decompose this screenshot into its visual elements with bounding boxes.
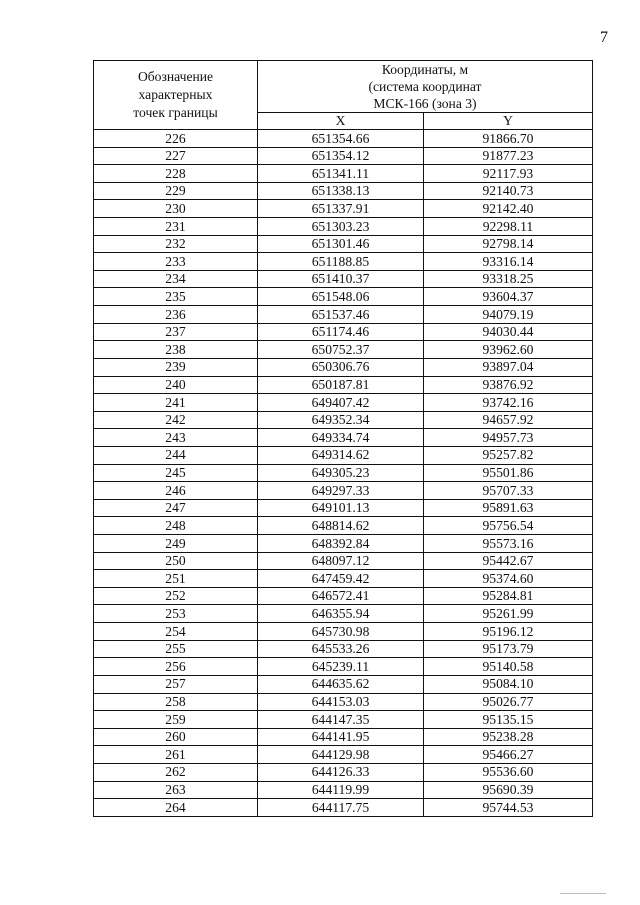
- point-label-line-3: точек границы: [133, 105, 218, 120]
- table-row: [94, 693, 593, 711]
- x-coordinate-cell: 649305.23: [258, 464, 424, 482]
- y-coordinate-cell: 95284.81: [424, 587, 593, 605]
- table-row: [94, 235, 593, 253]
- table-row: [94, 218, 593, 236]
- table-row: [94, 341, 593, 359]
- x-coordinate-cell: 650187.81: [258, 376, 424, 394]
- y-coordinate-cell: 95173.79: [424, 640, 593, 658]
- x-coordinate-cell: 644117.75: [258, 799, 424, 817]
- x-coordinate-cell: 646572.41: [258, 587, 424, 605]
- table-body: [94, 130, 593, 817]
- y-coordinate-cell: 91877.23: [424, 147, 593, 165]
- point-id-cell: 251: [94, 570, 258, 588]
- y-coordinate-cell: 92117.93: [424, 165, 593, 183]
- table-row: [94, 253, 593, 271]
- table-row: [94, 182, 593, 200]
- table-row: [94, 746, 593, 764]
- y-coordinate-cell: 94079.19: [424, 306, 593, 324]
- table-row: [94, 376, 593, 394]
- y-coordinate-cell: 93604.37: [424, 288, 593, 306]
- y-coordinate-cell: 95466.27: [424, 746, 593, 764]
- y-coordinate-cell: 93318.25: [424, 270, 593, 288]
- x-coordinate-cell: 651341.11: [258, 165, 424, 183]
- x-coordinate-cell: 649407.42: [258, 394, 424, 412]
- y-coordinate-cell: 94657.92: [424, 411, 593, 429]
- point-id-cell: 262: [94, 763, 258, 781]
- point-id-cell: 239: [94, 358, 258, 376]
- point-id-cell: 253: [94, 605, 258, 623]
- point-label-line-2: характерных: [138, 87, 213, 102]
- x-coordinate-cell: 651354.66: [258, 130, 424, 148]
- x-coordinate-cell: 648392.84: [258, 535, 424, 553]
- point-id-cell: 247: [94, 499, 258, 517]
- point-id-cell: 250: [94, 552, 258, 570]
- table-row: [94, 658, 593, 676]
- point-id-cell: 232: [94, 235, 258, 253]
- y-coordinate-cell: 92140.73: [424, 182, 593, 200]
- table-row: [94, 446, 593, 464]
- table-row: [94, 288, 593, 306]
- point-designation-header: [94, 61, 258, 130]
- y-coordinate-cell: 95573.16: [424, 535, 593, 553]
- point-id-cell: 252: [94, 587, 258, 605]
- point-id-cell: 263: [94, 781, 258, 799]
- coords-label-line-1: Координаты, м: [381, 62, 469, 77]
- point-id-cell: 249: [94, 535, 258, 553]
- point-id-cell: 238: [94, 341, 258, 359]
- table-row: [94, 323, 593, 341]
- table-row: [94, 165, 593, 183]
- x-coordinate-cell: 651303.23: [258, 218, 424, 236]
- y-coordinate-cell: 95257.82: [424, 446, 593, 464]
- y-coordinate-cell: 95135.15: [424, 711, 593, 729]
- point-id-cell: 236: [94, 306, 258, 324]
- y-coordinate-cell: 93316.14: [424, 253, 593, 271]
- y-coordinate-cell: 93962.60: [424, 341, 593, 359]
- x-coordinate-cell: 651537.46: [258, 306, 424, 324]
- x-coordinate-cell: 644635.62: [258, 675, 424, 693]
- point-id-cell: 229: [94, 182, 258, 200]
- x-coordinate-cell: 651301.46: [258, 235, 424, 253]
- y-coordinate-cell: 95261.99: [424, 605, 593, 623]
- y-coordinate-cell: 95744.53: [424, 799, 593, 817]
- x-coordinate-cell: 644147.35: [258, 711, 424, 729]
- point-id-cell: 259: [94, 711, 258, 729]
- x-coordinate-cell: 650306.76: [258, 358, 424, 376]
- point-id-cell: 254: [94, 623, 258, 641]
- point-id-cell: 248: [94, 517, 258, 535]
- x-coordinate-cell: 651410.37: [258, 270, 424, 288]
- x-coordinate-cell: 649101.13: [258, 499, 424, 517]
- x-coordinate-cell: 649352.34: [258, 411, 424, 429]
- y-coordinate-cell: 95442.67: [424, 552, 593, 570]
- point-id-cell: 228: [94, 165, 258, 183]
- y-coordinate-cell: 95140.58: [424, 658, 593, 676]
- y-coordinate-cell: 95196.12: [424, 623, 593, 641]
- y-coordinate-cell: 92798.14: [424, 235, 593, 253]
- table-row: [94, 130, 593, 148]
- table-row: [94, 570, 593, 588]
- y-coordinate-cell: 94030.44: [424, 323, 593, 341]
- table-row: [94, 358, 593, 376]
- table-row: [94, 306, 593, 324]
- x-coordinate-cell: 648097.12: [258, 552, 424, 570]
- x-coordinate-cell: 649334.74: [258, 429, 424, 447]
- point-id-cell: 226: [94, 130, 258, 148]
- x-coordinate-cell: 646355.94: [258, 605, 424, 623]
- table-row: [94, 728, 593, 746]
- table-row: [94, 799, 593, 817]
- table-row: [94, 429, 593, 447]
- page-number: 7: [600, 29, 608, 46]
- y-coordinate-cell: 95026.77: [424, 693, 593, 711]
- y-coordinate-cell: 95501.86: [424, 464, 593, 482]
- x-coordinate-cell: 650752.37: [258, 341, 424, 359]
- table-row: [94, 147, 593, 165]
- table-row: [94, 464, 593, 482]
- x-coordinate-cell: 651174.46: [258, 323, 424, 341]
- table-row: [94, 763, 593, 781]
- point-id-cell: 257: [94, 675, 258, 693]
- point-id-cell: 243: [94, 429, 258, 447]
- x-coordinate-cell: 644141.95: [258, 728, 424, 746]
- x-coordinate-cell: 645533.26: [258, 640, 424, 658]
- y-coordinate-cell: 95891.63: [424, 499, 593, 517]
- footer-mark: [560, 893, 606, 894]
- point-id-cell: 231: [94, 218, 258, 236]
- y-coordinate-cell: 95238.28: [424, 728, 593, 746]
- point-id-cell: 261: [94, 746, 258, 764]
- point-id-cell: 237: [94, 323, 258, 341]
- x-coordinate-cell: 649314.62: [258, 446, 424, 464]
- point-id-cell: 264: [94, 799, 258, 817]
- x-coordinate-cell: 648814.62: [258, 517, 424, 535]
- coordinates-header: [258, 61, 593, 113]
- y-coordinate-cell: 95707.33: [424, 482, 593, 500]
- point-id-cell: 245: [94, 464, 258, 482]
- y-coordinate-cell: 95084.10: [424, 675, 593, 693]
- table-row: [94, 552, 593, 570]
- point-id-cell: 260: [94, 728, 258, 746]
- point-label-line-1: Обозначение: [137, 69, 214, 84]
- y-coordinate-cell: 93876.92: [424, 376, 593, 394]
- point-id-cell: 244: [94, 446, 258, 464]
- x-coordinate-cell: 645239.11: [258, 658, 424, 676]
- y-coordinate-cell: 91866.70: [424, 130, 593, 148]
- point-id-cell: 241: [94, 394, 258, 412]
- y-coordinate-cell: 93897.04: [424, 358, 593, 376]
- y-coordinate-cell: 95756.54: [424, 517, 593, 535]
- x-coordinate-cell: 644129.98: [258, 746, 424, 764]
- table-row: [94, 605, 593, 623]
- table-row: [94, 200, 593, 218]
- y-coordinate-cell: 95536.60: [424, 763, 593, 781]
- point-id-cell: 246: [94, 482, 258, 500]
- x-coordinate-cell: 651338.13: [258, 182, 424, 200]
- table-row: [94, 270, 593, 288]
- x-coordinate-cell: 651354.12: [258, 147, 424, 165]
- x-coordinate-cell: 649297.33: [258, 482, 424, 500]
- y-coordinate-cell: 95374.60: [424, 570, 593, 588]
- x-coordinate-cell: 651337.91: [258, 200, 424, 218]
- point-id-cell: 234: [94, 270, 258, 288]
- table-row: [94, 517, 593, 535]
- y-coordinate-cell: 94957.73: [424, 429, 593, 447]
- y-coordinate-cell: 95690.39: [424, 781, 593, 799]
- point-id-cell: 255: [94, 640, 258, 658]
- table-row: [94, 482, 593, 500]
- x-coordinate-cell: 644153.03: [258, 693, 424, 711]
- x-coordinate-cell: 647459.42: [258, 570, 424, 588]
- point-id-cell: 235: [94, 288, 258, 306]
- coords-label-line-2: (система координат: [368, 79, 482, 94]
- table-row: [94, 675, 593, 693]
- table-row: [94, 781, 593, 799]
- y-coordinate-cell: 93742.16: [424, 394, 593, 412]
- x-coordinate-cell: 644119.99: [258, 781, 424, 799]
- coords-label-line-3: МСК-166 (зона 3): [373, 96, 477, 111]
- point-id-cell: 242: [94, 411, 258, 429]
- table-row: [94, 640, 593, 658]
- x-column-header: X: [258, 113, 424, 130]
- point-id-cell: 240: [94, 376, 258, 394]
- table-row: [94, 623, 593, 641]
- point-id-cell: 230: [94, 200, 258, 218]
- x-coordinate-cell: 644126.33: [258, 763, 424, 781]
- table-row: [94, 411, 593, 429]
- coordinates-table: [93, 60, 593, 817]
- point-id-cell: 256: [94, 658, 258, 676]
- point-id-cell: 258: [94, 693, 258, 711]
- table-row: [94, 535, 593, 553]
- table-row: [94, 394, 593, 412]
- table-row: [94, 711, 593, 729]
- y-coordinate-cell: 92142.40: [424, 200, 593, 218]
- y-column-header: Y: [424, 113, 593, 130]
- x-coordinate-cell: 651548.06: [258, 288, 424, 306]
- point-id-cell: 233: [94, 253, 258, 271]
- table-row: [94, 587, 593, 605]
- y-coordinate-cell: 92298.11: [424, 218, 593, 236]
- x-coordinate-cell: 645730.98: [258, 623, 424, 641]
- table-row: [94, 499, 593, 517]
- point-id-cell: 227: [94, 147, 258, 165]
- x-coordinate-cell: 651188.85: [258, 253, 424, 271]
